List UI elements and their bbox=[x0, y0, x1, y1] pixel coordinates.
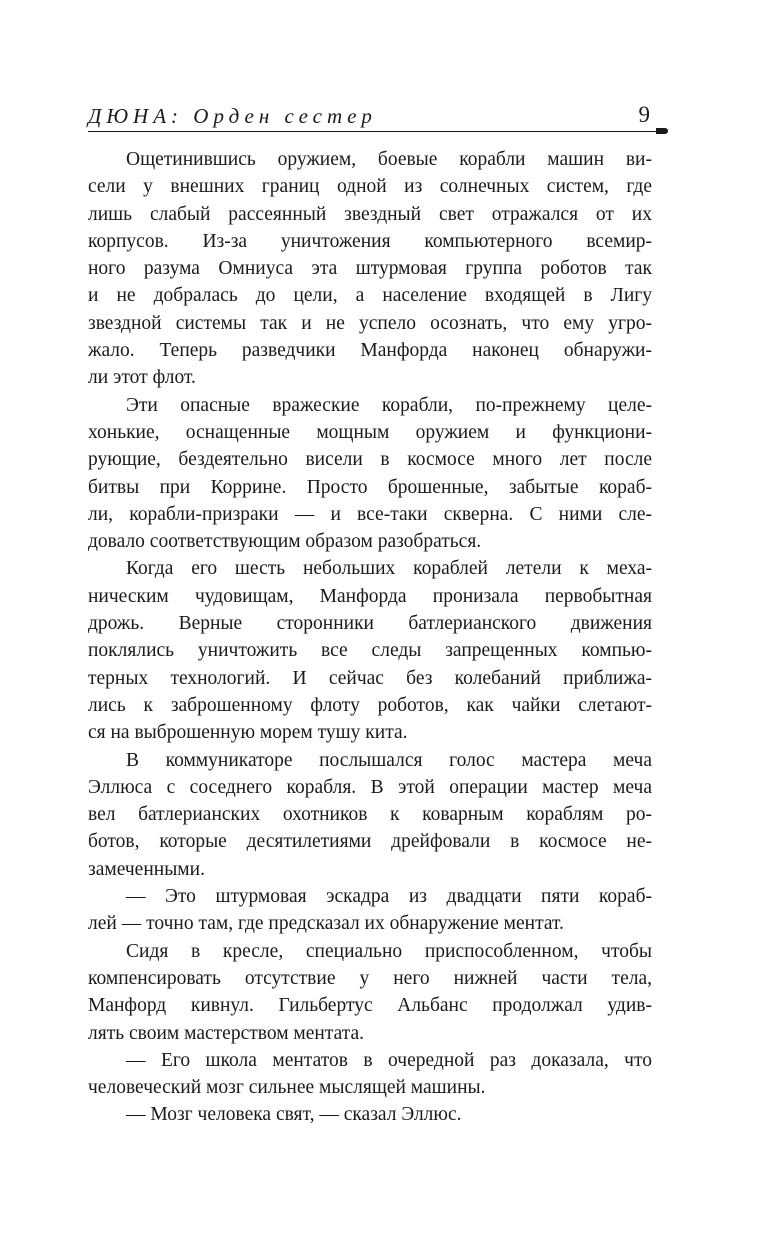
text-line: лять своим мастерством ментата. bbox=[88, 1022, 365, 1044]
header-rule-ornament bbox=[656, 128, 668, 134]
text-line: и не добралась до цели, а население входящей в Лигу bbox=[88, 285, 652, 307]
text-line: звездной системы так и не успело осознать, что ему угро- bbox=[88, 312, 652, 334]
text-line: корпусов. Из-за уничтожения компьютерного всемир- bbox=[88, 230, 652, 252]
text-line: ного разума Омниуса эта штурмовая группа роботов так bbox=[88, 258, 652, 280]
text-line: — Мозг человека свят, — сказал Эллюс. bbox=[126, 1104, 462, 1126]
text-line: хонькие, оснащенные мощным оружием и функциони- bbox=[88, 421, 652, 443]
header-rule bbox=[88, 131, 660, 132]
text-line: — Его школа ментатов в очередной раз доказала, что bbox=[126, 1049, 652, 1071]
text-line: битвы при Коррине. Просто брошенные, забытые кораб- bbox=[88, 476, 652, 498]
text-line: дрожь. Верные сторонники батлерианского движения bbox=[88, 613, 652, 635]
text-line: лись к заброшенному флоту роботов, как чайки слетают- bbox=[88, 694, 652, 716]
text-line: — Это штурмовая эскадра из двадцати пяти кораб- bbox=[126, 886, 652, 908]
text-line: вел батлерианских охотников к коварным кораблям ро- bbox=[88, 804, 652, 826]
text-line: Эллюса с соседнего корабля. В этой операции мастер меча bbox=[88, 776, 652, 798]
running-title: ДЮНА: Орден сестер bbox=[88, 104, 377, 128]
text-line: лей — точно там, где предсказал их обнаружение ментат. bbox=[88, 913, 564, 935]
body-text bbox=[88, 146, 652, 1129]
text-line: довало соответствующим образом разобраться. bbox=[88, 531, 482, 553]
text-line: Сидя в кресле, специально приспособленном, чтобы bbox=[126, 940, 652, 962]
text-line: ся на выброшенную морем тушу кита. bbox=[88, 722, 408, 744]
page-number: 9 bbox=[638, 102, 650, 127]
text-line: сели у внешних границ одной из солнечных систем, где bbox=[88, 176, 652, 198]
text-line: Ощетинившись оружием, боевые корабли машин ви- bbox=[126, 149, 652, 170]
text-line: человеческий мозг сильнее мыслящей машины. bbox=[88, 1077, 486, 1099]
text-line: компенсировать отсутствие у него нижней части тела, bbox=[88, 967, 652, 989]
text-line: жало. Теперь разведчики Манфорда наконец обнаружи- bbox=[88, 340, 652, 362]
text-line: лишь слабый рассеянный звездный свет отражался от их bbox=[88, 203, 652, 225]
text-line: ботов, которые десятилетиями дрейфовали в космосе не- bbox=[88, 831, 652, 853]
text-line: Манфорд кивнул. Гильбертус Альбанс продолжал удив- bbox=[88, 995, 652, 1017]
text-line: ли, корабли-призраки — и все-таки скверна. С ними сле- bbox=[88, 503, 652, 525]
text-line: В коммуникаторе послышался голос мастера меча bbox=[126, 749, 652, 771]
text-line: ли этот флот. bbox=[88, 367, 196, 389]
text-line: ническим чудовищам, Манфорда пронизала первобытная bbox=[88, 585, 652, 607]
text-line: Когда его шесть небольших кораблей летели к меха- bbox=[126, 558, 652, 580]
text-line: Эти опасные вражеские корабли, по-прежнему целе- bbox=[126, 394, 652, 416]
text-line: поклялись уничтожить все следы запрещенных компью- bbox=[88, 640, 652, 662]
text-line: рующие, бездеятельно висели в космосе много лет после bbox=[88, 449, 652, 471]
text-line: терных технологий. И сейчас без колебаний приближа- bbox=[88, 667, 652, 689]
text-line: замеченными. bbox=[88, 858, 205, 880]
running-head bbox=[88, 100, 652, 134]
